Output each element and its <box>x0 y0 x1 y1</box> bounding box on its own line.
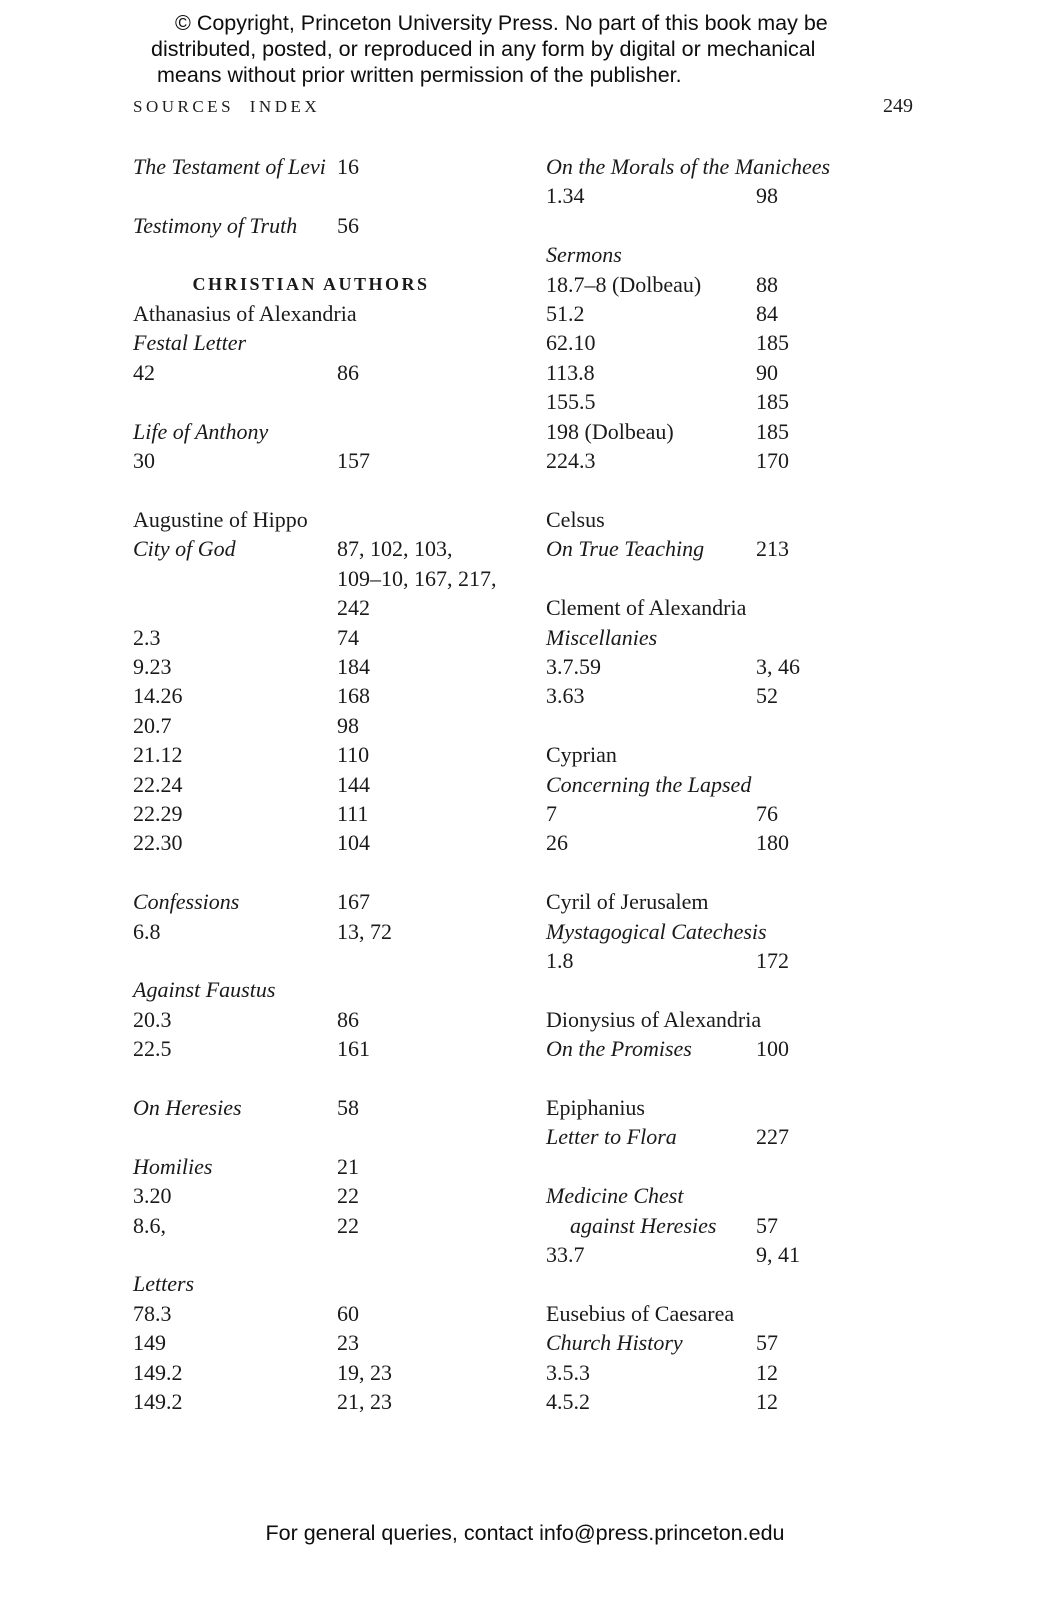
page-ref: 98 <box>337 712 359 738</box>
page-ref: 98 <box>756 183 778 209</box>
entry-text: 3.7.59 <box>546 653 601 679</box>
page-ref: 12 <box>756 1359 778 1385</box>
index-row <box>546 1005 902 1034</box>
index-row <box>546 1152 902 1181</box>
index-row <box>133 1034 489 1063</box>
index-row <box>133 1122 489 1151</box>
entry-text: 33.7 <box>546 1242 585 1268</box>
index-row <box>546 1358 902 1387</box>
index-row <box>133 1387 489 1416</box>
index-row <box>546 681 902 710</box>
entry-text: 6.8 <box>133 918 161 944</box>
index-row <box>133 858 489 887</box>
index-row <box>133 299 489 328</box>
entry-text: Augustine of Hippo <box>133 506 308 532</box>
page-ref: 21, 23 <box>337 1389 392 1415</box>
index-row <box>546 1122 902 1151</box>
index-row <box>546 593 902 622</box>
index-row <box>133 652 489 681</box>
entry-text: 20.7 <box>133 712 172 738</box>
page-ref: 88 <box>756 271 778 297</box>
page-ref: 213 <box>756 536 789 562</box>
page-ref: 23 <box>337 1330 359 1356</box>
entry-text: 1.34 <box>546 183 585 209</box>
page-ref: 104 <box>337 830 370 856</box>
index-row <box>133 1269 489 1298</box>
entry-text: Homilies <box>133 1153 213 1179</box>
entry-text: Sermons <box>546 242 622 268</box>
index-row <box>133 711 489 740</box>
index-row <box>133 681 489 710</box>
page-ref: 180 <box>756 830 789 856</box>
page-ref: 227 <box>756 1124 789 1150</box>
page-ref: 172 <box>756 947 789 973</box>
entry-text: 22.5 <box>133 1036 172 1062</box>
index-row <box>133 211 489 240</box>
page-ref: 242 <box>337 595 370 621</box>
page-ref: 90 <box>756 359 778 385</box>
index-row <box>133 475 489 504</box>
entry-text: 149 <box>133 1330 166 1356</box>
index-row <box>546 652 902 681</box>
entry-text: 155.5 <box>546 389 596 415</box>
entry-text: 3.20 <box>133 1183 172 1209</box>
page-ref: 52 <box>756 683 778 709</box>
index-row <box>546 1093 902 1122</box>
index-row <box>546 946 902 975</box>
index-row <box>546 1181 902 1210</box>
heading-text: CHRISTIAN AUTHORS <box>192 273 430 294</box>
entry-text: Life of Anthony <box>133 418 269 444</box>
entry-text: On the Promises <box>546 1036 692 1062</box>
page-ref: 157 <box>337 448 370 474</box>
page-ref: 56 <box>337 212 359 238</box>
page-ref: 86 <box>337 359 359 385</box>
page-ref: 22 <box>337 1212 359 1238</box>
entry-text: Against Faustus <box>133 977 276 1003</box>
index-row <box>546 770 902 799</box>
index-row <box>133 1181 489 1210</box>
page-ref: 170 <box>756 448 789 474</box>
index-row <box>133 828 489 857</box>
index-row <box>133 387 489 416</box>
entry-text: 113.8 <box>546 359 595 385</box>
entry-text: 20.3 <box>133 1006 172 1032</box>
copyright-line: © Copyright, Princeton University Press. No part of this book may be <box>175 11 828 35</box>
index-row <box>546 358 902 387</box>
entry-text: Celsus <box>546 506 605 532</box>
entry-text: Cyprian <box>546 742 617 768</box>
entry-text: Testimony of Truth <box>133 212 298 238</box>
index-row <box>546 387 902 416</box>
entry-text: 3.5.3 <box>546 1359 590 1385</box>
page-ref: 76 <box>756 800 778 826</box>
page-ref: 100 <box>756 1036 789 1062</box>
index-row <box>546 299 902 328</box>
index-row <box>546 240 902 269</box>
page-ref: 57 <box>756 1212 778 1238</box>
index-row <box>133 240 489 269</box>
index-row <box>546 1034 902 1063</box>
entry-text: On True Teaching <box>546 536 705 562</box>
copyright-line: means without prior written permission of the publisher. <box>157 63 682 87</box>
page-ref: 9, 41 <box>756 1242 800 1268</box>
entry-text: Letters <box>133 1271 195 1297</box>
index-row <box>546 505 902 534</box>
index-row <box>133 1328 489 1357</box>
entry-text: 51.2 <box>546 301 585 327</box>
entry-text: 62.10 <box>546 330 596 356</box>
entry-text: 21.12 <box>133 742 183 768</box>
index-row <box>133 534 489 563</box>
entry-text: against Heresies <box>570 1212 717 1238</box>
index-row <box>546 858 902 887</box>
index-row <box>133 1005 489 1034</box>
footer-contact: For general queries, contact info@press.princeton.edu <box>265 1521 785 1545</box>
page-ref: 161 <box>337 1036 370 1062</box>
index-row <box>546 1299 902 1328</box>
entry-text: The Testament of Levi <box>133 154 326 179</box>
entry-text: Miscellanies <box>546 624 658 650</box>
entry-text: On Heresies <box>133 1095 242 1120</box>
index-column-left <box>133 152 497 1416</box>
entry-text: Medicine Chest <box>546 1183 684 1209</box>
entry-text: Dionysius of Alexandria <box>546 1006 762 1032</box>
index-row <box>546 564 902 593</box>
index-row <box>546 1328 902 1357</box>
running-head: SOURCES INDEX <box>133 97 321 116</box>
entry-text: Clement of Alexandria <box>546 595 747 621</box>
index-row <box>133 505 489 534</box>
page-ref: 12 <box>756 1389 778 1415</box>
page-ref: 57 <box>756 1330 778 1356</box>
entry-text: 18.7–8 (Dolbeau) <box>546 271 702 297</box>
entry-text: Church History <box>546 1330 683 1356</box>
entry-text: 149.2 <box>133 1389 183 1415</box>
entry-text: City of God <box>133 536 236 562</box>
index-row <box>133 623 489 652</box>
entry-text: 26 <box>546 830 568 856</box>
entry-text: 7 <box>546 800 557 826</box>
page-ref: 74 <box>337 624 359 650</box>
index-row <box>546 534 902 563</box>
page-ref: 110 <box>337 742 370 768</box>
index-row <box>133 328 489 357</box>
page-ref: 109–10, 167, 217, <box>337 565 497 591</box>
index-row <box>546 152 902 181</box>
entry-text: 9.23 <box>133 653 172 679</box>
index-row <box>546 417 902 446</box>
page-ref: 58 <box>337 1095 359 1120</box>
index-row <box>546 828 902 857</box>
index-row <box>546 917 902 946</box>
index-row <box>133 1299 489 1328</box>
entry-text: 149.2 <box>133 1359 183 1385</box>
copyright-notice <box>151 10 931 88</box>
index-row <box>546 1064 902 1093</box>
index-row <box>133 358 489 387</box>
index-row <box>133 1211 489 1240</box>
entry-text: Athanasius of Alexandria <box>133 301 357 327</box>
page-ref: 16 <box>337 154 359 179</box>
index-row <box>546 711 902 740</box>
index-row <box>133 887 489 916</box>
page-ref: 111 <box>337 800 369 826</box>
index-row <box>546 211 902 240</box>
page-ref: 185 <box>756 330 789 356</box>
page-ref: 22 <box>337 1183 359 1209</box>
entry-text: 3.63 <box>546 683 585 709</box>
index-row <box>133 181 489 210</box>
index-row <box>546 1240 902 1269</box>
entry-text: Festal Letter <box>133 330 247 356</box>
section-heading <box>133 270 489 299</box>
entry-text: 42 <box>133 359 155 385</box>
page-ref: 168 <box>337 683 370 709</box>
page-ref: 3, 46 <box>756 653 800 679</box>
index-row <box>133 593 489 622</box>
index-row <box>546 799 902 828</box>
index-row <box>546 623 902 652</box>
entry-text: 224.3 <box>546 448 596 474</box>
page-ref: 144 <box>337 771 370 797</box>
entry-text: 2.3 <box>133 624 161 650</box>
index-row <box>133 1152 489 1181</box>
copyright-line: distributed, posted, or reproduced in any form by digital or mechanical <box>151 37 816 61</box>
page-ref: 167 <box>337 889 370 915</box>
entry-text: Cyril of Jerusalem <box>546 889 709 915</box>
index-row <box>546 270 902 299</box>
index-row <box>133 740 489 769</box>
index-row <box>546 1387 902 1416</box>
index-row <box>133 152 489 181</box>
entry-text: Eusebius of Caesarea <box>546 1300 735 1326</box>
index-row <box>133 975 489 1004</box>
index-row <box>546 1211 902 1240</box>
entry-text: 30 <box>133 448 155 474</box>
entry-text: 22.24 <box>133 771 183 797</box>
index-row <box>133 446 489 475</box>
page-ref: 21 <box>337 1153 359 1179</box>
page-ref: 60 <box>337 1300 359 1326</box>
entry-text: 1.8 <box>546 947 574 973</box>
index-row <box>546 446 902 475</box>
index-row <box>133 770 489 799</box>
index-row <box>133 1358 489 1387</box>
page-ref: 86 <box>337 1006 359 1032</box>
entry-text: 8.6, <box>133 1212 166 1238</box>
index-row <box>546 975 902 1004</box>
page-ref: 185 <box>756 418 789 444</box>
index-row <box>133 799 489 828</box>
entry-text: Concerning the Lapsed <box>546 771 752 797</box>
page-ref: 84 <box>756 301 778 327</box>
index-row <box>546 887 902 916</box>
index-row <box>546 740 902 769</box>
entry-text: Confessions <box>133 889 240 915</box>
entry-text: Letter to Flora <box>546 1124 677 1150</box>
index-row <box>133 946 489 975</box>
entry-text: 78.3 <box>133 1300 172 1326</box>
page-ref: 13, 72 <box>337 918 392 944</box>
index-row <box>133 417 489 446</box>
index-row <box>546 1269 902 1298</box>
entry-text: 4.5.2 <box>546 1389 590 1415</box>
index-column-right <box>546 152 902 1416</box>
index-row <box>546 475 902 504</box>
page-ref: 87, 102, 103, <box>337 536 453 562</box>
index-row <box>133 564 497 593</box>
entry-text: Mystagogical Catechesis <box>546 918 767 944</box>
page-number: 249 <box>883 95 913 117</box>
entry-text: 198 (Dolbeau) <box>546 418 674 444</box>
entry-text: On the Morals of the Manichees <box>546 154 831 179</box>
page-ref: 19, 23 <box>337 1359 392 1385</box>
index-row <box>546 181 902 210</box>
index-row <box>133 1240 489 1269</box>
entry-text: Epiphanius <box>546 1095 645 1120</box>
page-ref: 184 <box>337 653 370 679</box>
entry-text: 22.29 <box>133 800 183 826</box>
index-row <box>133 1064 489 1093</box>
index-row <box>546 328 902 357</box>
index-row <box>133 917 489 946</box>
page-ref: 185 <box>756 389 789 415</box>
entry-text: 14.26 <box>133 683 183 709</box>
index-row <box>133 1093 489 1122</box>
entry-text: 22.30 <box>133 830 183 856</box>
